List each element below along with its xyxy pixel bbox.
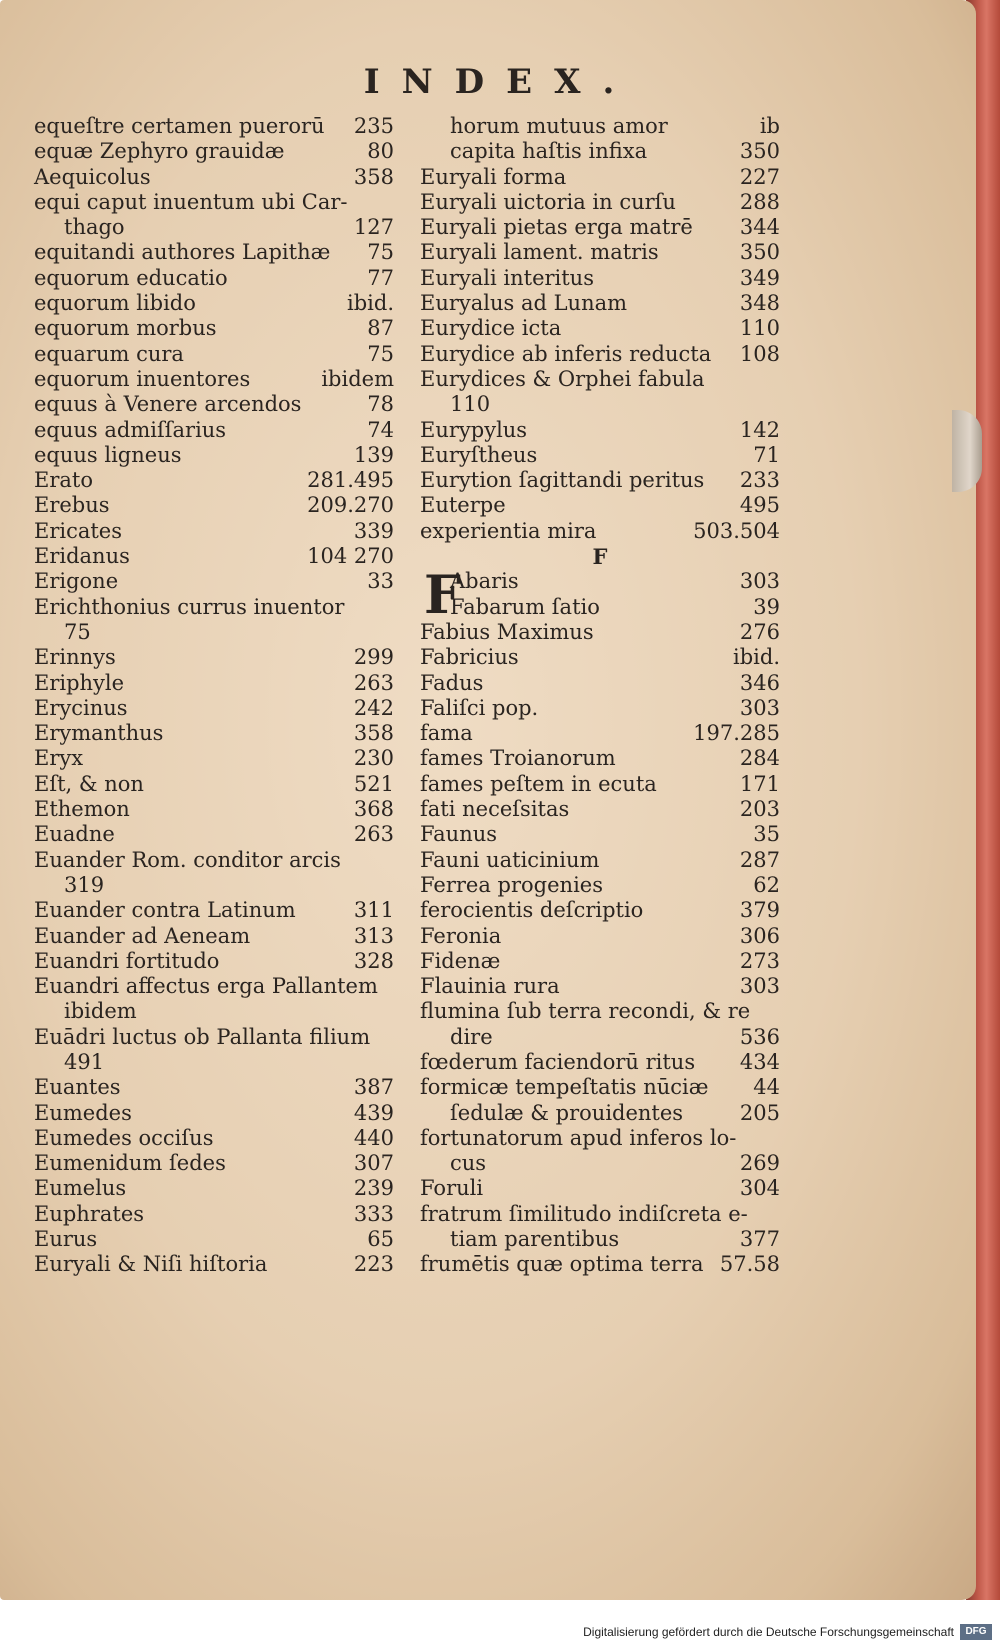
- entry-page-ref: 242: [353, 695, 394, 720]
- entry-term: Foruli: [420, 1176, 484, 1201]
- index-entry: [420, 1126, 780, 1151]
- entry-page-ref: 197.285: [693, 721, 780, 746]
- index-entry: [34, 519, 394, 544]
- entry-page-ref: 348: [739, 291, 780, 316]
- entry-term: Erymanthus: [34, 721, 164, 746]
- index-entry: [420, 822, 780, 847]
- index-entry: [420, 1025, 780, 1050]
- entry-term: Fabarum ſatio: [450, 594, 600, 619]
- index-entry: [34, 873, 394, 898]
- entry-page-ref: 235: [353, 114, 394, 138]
- index-entry: [34, 822, 394, 847]
- index-entry: [34, 1151, 394, 1176]
- entry-term: Euryali pietas erga matrē: [420, 215, 693, 240]
- entry-page-ref: 313: [353, 923, 394, 948]
- entry-page-ref: 439: [353, 1100, 394, 1125]
- index-entry: [34, 342, 394, 367]
- entry-term: Abaris: [450, 569, 519, 594]
- index-entry: [420, 165, 780, 190]
- index-entry: [420, 848, 780, 873]
- index-entry: [420, 671, 780, 696]
- index-entry: [420, 696, 780, 721]
- entry-term: Erebus: [34, 493, 110, 518]
- entry-term: Eriphyle: [34, 670, 125, 695]
- entry-page-ref: ib: [759, 114, 780, 138]
- entry-page-ref: 495: [739, 493, 780, 518]
- entry-page-ref: 358: [353, 164, 394, 189]
- entry-term: cus: [450, 1151, 487, 1176]
- entry-term: Ericates: [34, 518, 123, 543]
- entry-page-ref: 503.504: [693, 518, 780, 543]
- index-entry: [420, 595, 780, 620]
- index-entry: [34, 924, 394, 949]
- entry-term: Faliſci pop.: [420, 695, 539, 720]
- entry-page-ref: 233: [739, 468, 780, 493]
- entry-term: equorum libido: [34, 291, 196, 316]
- index-entry: [34, 392, 394, 417]
- index-entry: [420, 1075, 780, 1100]
- index-entry: [34, 746, 394, 771]
- index-column-left: [34, 114, 394, 1278]
- index-entry: [34, 1025, 394, 1050]
- entry-page-ref: 284: [739, 746, 780, 771]
- entry-page-ref: 311: [353, 898, 394, 923]
- entry-page-ref: 87: [367, 316, 394, 341]
- entry-term: Euryali lament. matris: [420, 240, 659, 265]
- entry-page-ref: 368: [353, 797, 394, 822]
- entry-term: Ethemon: [34, 797, 130, 822]
- index-entry: [34, 1227, 394, 1252]
- index-entry: [34, 493, 394, 518]
- entry-term: equorum educatio: [34, 265, 228, 290]
- entry-term: Eridanus: [34, 544, 130, 569]
- entry-term: Euadne: [34, 822, 115, 847]
- drop-initial: F: [424, 565, 461, 626]
- entry-page-ref: 239: [353, 1176, 394, 1201]
- letter-heading: F: [592, 544, 608, 570]
- index-entry: [420, 746, 780, 771]
- entry-term: dire: [450, 1024, 493, 1049]
- entry-term: Flauinia rura: [420, 974, 560, 999]
- entry-term: Eryx: [34, 746, 84, 771]
- entry-page-ref: 263: [353, 670, 394, 695]
- index-entry: [34, 898, 394, 923]
- entry-term: fortunatorum apud inferos lo-: [420, 1125, 737, 1150]
- index-entry: [420, 569, 780, 594]
- index-entry: [420, 443, 780, 468]
- entry-page-ref: 350: [739, 139, 780, 164]
- index-entry: [420, 418, 780, 443]
- entry-term: flumina ſub terra recondi, & re: [420, 999, 751, 1024]
- entry-term: capita haſtis infixa: [450, 139, 648, 164]
- index-entry: [420, 139, 780, 164]
- entry-term: Euryali interitus: [420, 265, 594, 290]
- index-entry: [420, 949, 780, 974]
- index-entry: [34, 949, 394, 974]
- entry-page-ref: 269: [739, 1151, 780, 1176]
- index-entry: [34, 165, 394, 190]
- entry-term: fames peſtem in ecuta: [420, 771, 657, 796]
- entry-term: Euantes: [34, 1075, 121, 1100]
- entry-term: Euander ad Aeneam: [34, 923, 251, 948]
- entry-page-ref: 281.495: [307, 468, 394, 493]
- entry-term: Euryalus ad Lunam: [420, 291, 628, 316]
- index-entry: [34, 1075, 394, 1100]
- index-entry: [420, 215, 780, 240]
- entry-term: Euryali & Niſi hiſtoria: [34, 1252, 268, 1277]
- entry-page-ref: 333: [353, 1201, 394, 1226]
- entry-page-ref: 78: [367, 392, 394, 417]
- index-entry: [420, 240, 780, 265]
- entry-page-ref: 65: [367, 1227, 394, 1252]
- entry-page-ref: 71: [753, 442, 780, 467]
- entry-term: Fadus: [420, 670, 484, 695]
- index-entry: [34, 999, 394, 1024]
- index-entry: [34, 544, 394, 569]
- entry-term: Eumedes occiſus: [34, 1125, 214, 1150]
- index-entry: [420, 367, 780, 392]
- entry-term: frumētis quæ optima terra: [420, 1252, 704, 1277]
- entry-page-ref: 104 270: [307, 544, 394, 569]
- entry-term: fati neceſsitas: [420, 797, 570, 822]
- index-entry: [420, 974, 780, 999]
- index-entry: [420, 342, 780, 367]
- entry-term: fama: [420, 721, 473, 746]
- entry-term: tiam parentibus: [450, 1227, 620, 1252]
- entry-term: Euterpe: [420, 493, 506, 518]
- index-entry: [34, 974, 394, 999]
- entry-term: fames Troianorum: [420, 746, 616, 771]
- entry-page-ref: 223: [353, 1252, 394, 1277]
- index-entry: [420, 898, 780, 923]
- entry-term: thago: [64, 215, 125, 240]
- entry-page-ref: 44: [753, 1075, 780, 1100]
- entry-term: Euryſtheus: [420, 442, 538, 467]
- index-entry: [420, 266, 780, 291]
- index-entry: [420, 1101, 780, 1126]
- entry-term: equi caput inuentum ubi Car-: [34, 189, 348, 214]
- entry-term: Euryali uictoria in curſu: [420, 189, 676, 214]
- index-entry: [34, 418, 394, 443]
- entry-page-ref: 339: [353, 518, 394, 543]
- entry-page-ref: 303: [739, 569, 780, 594]
- entry-page-ref: 344: [739, 215, 780, 240]
- entry-term: Fabricius: [420, 645, 519, 670]
- index-entry: [34, 1252, 394, 1277]
- entry-term: Eurypylus: [420, 417, 528, 442]
- entry-term: Euādri luctus ob Pallanta filium: [34, 1024, 371, 1049]
- entry-page-ref: 536: [739, 1024, 780, 1049]
- entry-page-ref: 349: [739, 265, 780, 290]
- index-entry: [420, 468, 780, 493]
- entry-page-ref: 74: [367, 417, 394, 442]
- entry-term: Eumedes: [34, 1100, 132, 1125]
- entry-term: Eurus: [34, 1227, 98, 1252]
- entry-term: Euander contra Latinum: [34, 898, 296, 923]
- entry-page-ref: 110: [739, 316, 780, 341]
- entry-page-ref: ibid.: [347, 291, 394, 316]
- index-entry: [34, 620, 394, 645]
- entry-term: Eurydices & Orphei fabula: [420, 366, 705, 391]
- index-entry: [34, 1101, 394, 1126]
- index-column-right: [420, 114, 780, 1278]
- index-entry: [34, 114, 394, 139]
- index-entry: [420, 1227, 780, 1252]
- index-entry: [420, 316, 780, 341]
- entry-page-ref: 227: [739, 164, 780, 189]
- index-entry: [34, 595, 394, 620]
- entry-term: Eurytion ſagittandi peritus: [420, 468, 705, 493]
- index-entry: [420, 1252, 780, 1277]
- index-entry: [420, 392, 780, 417]
- entry-term: formicæ tempeſtatis nūciæ: [420, 1075, 709, 1100]
- index-entry: [34, 468, 394, 493]
- page-title: INDEX.: [363, 62, 637, 102]
- entry-term: equus à Venere arcendos: [34, 392, 302, 417]
- entry-term: Eumenidum ſedes: [34, 1151, 226, 1176]
- entry-term: equarum cura: [34, 341, 184, 366]
- index-entry: [420, 721, 780, 746]
- entry-term: Eumelus: [34, 1176, 127, 1201]
- entry-page-ref: 379: [739, 898, 780, 923]
- index-entry: [34, 1050, 394, 1075]
- entry-term: equorum inuentores: [34, 366, 251, 391]
- index-entry: [420, 114, 780, 139]
- entry-term: Eurydice icta: [420, 316, 562, 341]
- entry-term: Feronia: [420, 923, 502, 948]
- entry-term: 75: [64, 619, 91, 644]
- entry-term: Erichthonius currus inuentor: [34, 594, 345, 619]
- entry-term: ibidem: [64, 999, 137, 1024]
- entry-term: Fauni uaticinium: [420, 847, 600, 872]
- entry-term: equus admiſſarius: [34, 417, 227, 442]
- entry-term: Euphrates: [34, 1201, 145, 1226]
- entry-term: Euryali forma: [420, 164, 567, 189]
- index-entry: [34, 569, 394, 594]
- index-entry: [34, 291, 394, 316]
- entry-page-ref: 75: [367, 240, 394, 265]
- footer-credit: Digitalisierung gefördert durch die Deutsche Forschungsgemeinschaft: [583, 1625, 954, 1639]
- entry-page-ref: 358: [353, 721, 394, 746]
- entry-page-ref: 303: [739, 695, 780, 720]
- index-entry: [420, 924, 780, 949]
- entry-page-ref: 171: [739, 771, 780, 796]
- dfg-logo: DFG: [960, 1624, 992, 1640]
- entry-term: Erigone: [34, 569, 119, 594]
- entry-term: Fabius Maximus: [420, 619, 594, 644]
- index-entry: [34, 671, 394, 696]
- entry-term: equus ligneus: [34, 442, 182, 467]
- entry-term: Ferrea progenies: [420, 872, 603, 897]
- entry-term: Aequicolus: [34, 164, 151, 189]
- entry-page-ref: 39: [753, 594, 780, 619]
- index-entry: [34, 772, 394, 797]
- entry-term: Euandri affectus erga Pallantem: [34, 974, 378, 999]
- entry-page-ref: 440: [353, 1125, 394, 1150]
- index-entry: [420, 291, 780, 316]
- index-entry: [34, 316, 394, 341]
- entry-page-ref: 276: [739, 619, 780, 644]
- index-entry: [420, 190, 780, 215]
- footer-bar: [0, 1622, 1000, 1646]
- entry-page-ref: 263: [353, 822, 394, 847]
- entry-page-ref: 108: [739, 341, 780, 366]
- entry-term: equæ Zephyro grauidæ: [34, 139, 285, 164]
- entry-term: Faunus: [420, 822, 498, 847]
- index-entry: [420, 519, 780, 544]
- entry-term: Erato: [34, 468, 93, 493]
- entry-term: Fidenæ: [420, 948, 501, 973]
- entry-term: Euander Rom. conditor arcis: [34, 847, 341, 872]
- entry-page-ref: 33: [367, 569, 394, 594]
- entry-page-ref: ibidem: [321, 366, 394, 391]
- entry-page-ref: 287: [739, 847, 780, 872]
- entry-term: horum mutuus amor: [450, 114, 668, 138]
- entry-page-ref: 57.58: [719, 1252, 780, 1277]
- entry-term: ferocientis deſcriptio: [420, 898, 644, 923]
- entry-page-ref: 205: [739, 1100, 780, 1125]
- index-entry: [420, 645, 780, 670]
- entry-page-ref: ibid.: [733, 645, 780, 670]
- entry-term: Eurydice ab inferis reducta: [420, 341, 712, 366]
- entry-page-ref: 346: [739, 670, 780, 695]
- entry-page-ref: 387: [353, 1075, 394, 1100]
- index-entry: [420, 1050, 780, 1075]
- entry-term: Euandri fortitudo: [34, 948, 220, 973]
- index-entry: [34, 1202, 394, 1227]
- entry-page-ref: 230: [353, 746, 394, 771]
- index-entry: [34, 139, 394, 164]
- entry-term: experientia mira: [420, 518, 597, 543]
- index-entry: [34, 645, 394, 670]
- entry-page-ref: 350: [739, 240, 780, 265]
- entry-page-ref: 75: [367, 341, 394, 366]
- entry-term: fratrum ſimilitudo indiſcreta e-: [420, 1201, 748, 1226]
- entry-term: Erycinus: [34, 695, 128, 720]
- index-entry: [34, 848, 394, 873]
- entry-page-ref: 328: [353, 948, 394, 973]
- entry-term: Eſt, & non: [34, 771, 144, 796]
- index-entry: [34, 240, 394, 265]
- entry-page-ref: 521: [353, 771, 394, 796]
- entry-term: equitandi authores Lapithæ: [34, 240, 331, 265]
- index-entry: [420, 999, 780, 1024]
- entry-page-ref: 35: [753, 822, 780, 847]
- entry-term: equorum morbus: [34, 316, 217, 341]
- index-entry: [34, 1176, 394, 1201]
- index-entry: [420, 1202, 780, 1227]
- entry-page-ref: 127: [353, 215, 394, 240]
- index-entry: [420, 493, 780, 518]
- index-entry: [34, 797, 394, 822]
- entry-page-ref: 299: [353, 645, 394, 670]
- entry-term: fœderum faciendorū ritus: [420, 1049, 696, 1074]
- index-entry: [420, 797, 780, 822]
- index-entry: [420, 1151, 780, 1176]
- entry-page-ref: 304: [739, 1176, 780, 1201]
- entry-page-ref: 377: [739, 1227, 780, 1252]
- index-entry: [420, 873, 780, 898]
- entry-page-ref: 273: [739, 948, 780, 973]
- entry-page-ref: 288: [739, 189, 780, 214]
- entry-term: 110: [450, 392, 491, 417]
- index-entry: [420, 620, 780, 645]
- entry-page-ref: 434: [739, 1049, 780, 1074]
- index-entry: [34, 190, 394, 215]
- entry-page-ref: 142: [739, 417, 780, 442]
- entry-page-ref: 80: [367, 139, 394, 164]
- entry-page-ref: 62: [753, 872, 780, 897]
- index-entry: [420, 772, 780, 797]
- index-entry: [420, 1176, 780, 1201]
- index-entry: [34, 215, 394, 240]
- entry-page-ref: 139: [353, 442, 394, 467]
- entry-page-ref: 303: [739, 974, 780, 999]
- entry-page-ref: 203: [739, 797, 780, 822]
- entry-page-ref: 306: [739, 923, 780, 948]
- entry-page-ref: 77: [367, 265, 394, 290]
- entry-term: 319: [64, 872, 105, 897]
- index-entry: [34, 696, 394, 721]
- index-entry: [34, 367, 394, 392]
- entry-term: Erinnys: [34, 645, 116, 670]
- index-entry: [34, 721, 394, 746]
- entry-page-ref: 209.270: [307, 493, 394, 518]
- index-entry: [34, 266, 394, 291]
- entry-term: 491: [64, 1049, 105, 1074]
- page-clip-tab: [952, 410, 982, 492]
- index-entry: [34, 443, 394, 468]
- entry-term: equeſtre certamen puerorū: [34, 114, 325, 138]
- index-entry: [34, 1126, 394, 1151]
- entry-term: ſedulæ & prouidentes: [450, 1100, 684, 1125]
- entry-page-ref: 307: [353, 1151, 394, 1176]
